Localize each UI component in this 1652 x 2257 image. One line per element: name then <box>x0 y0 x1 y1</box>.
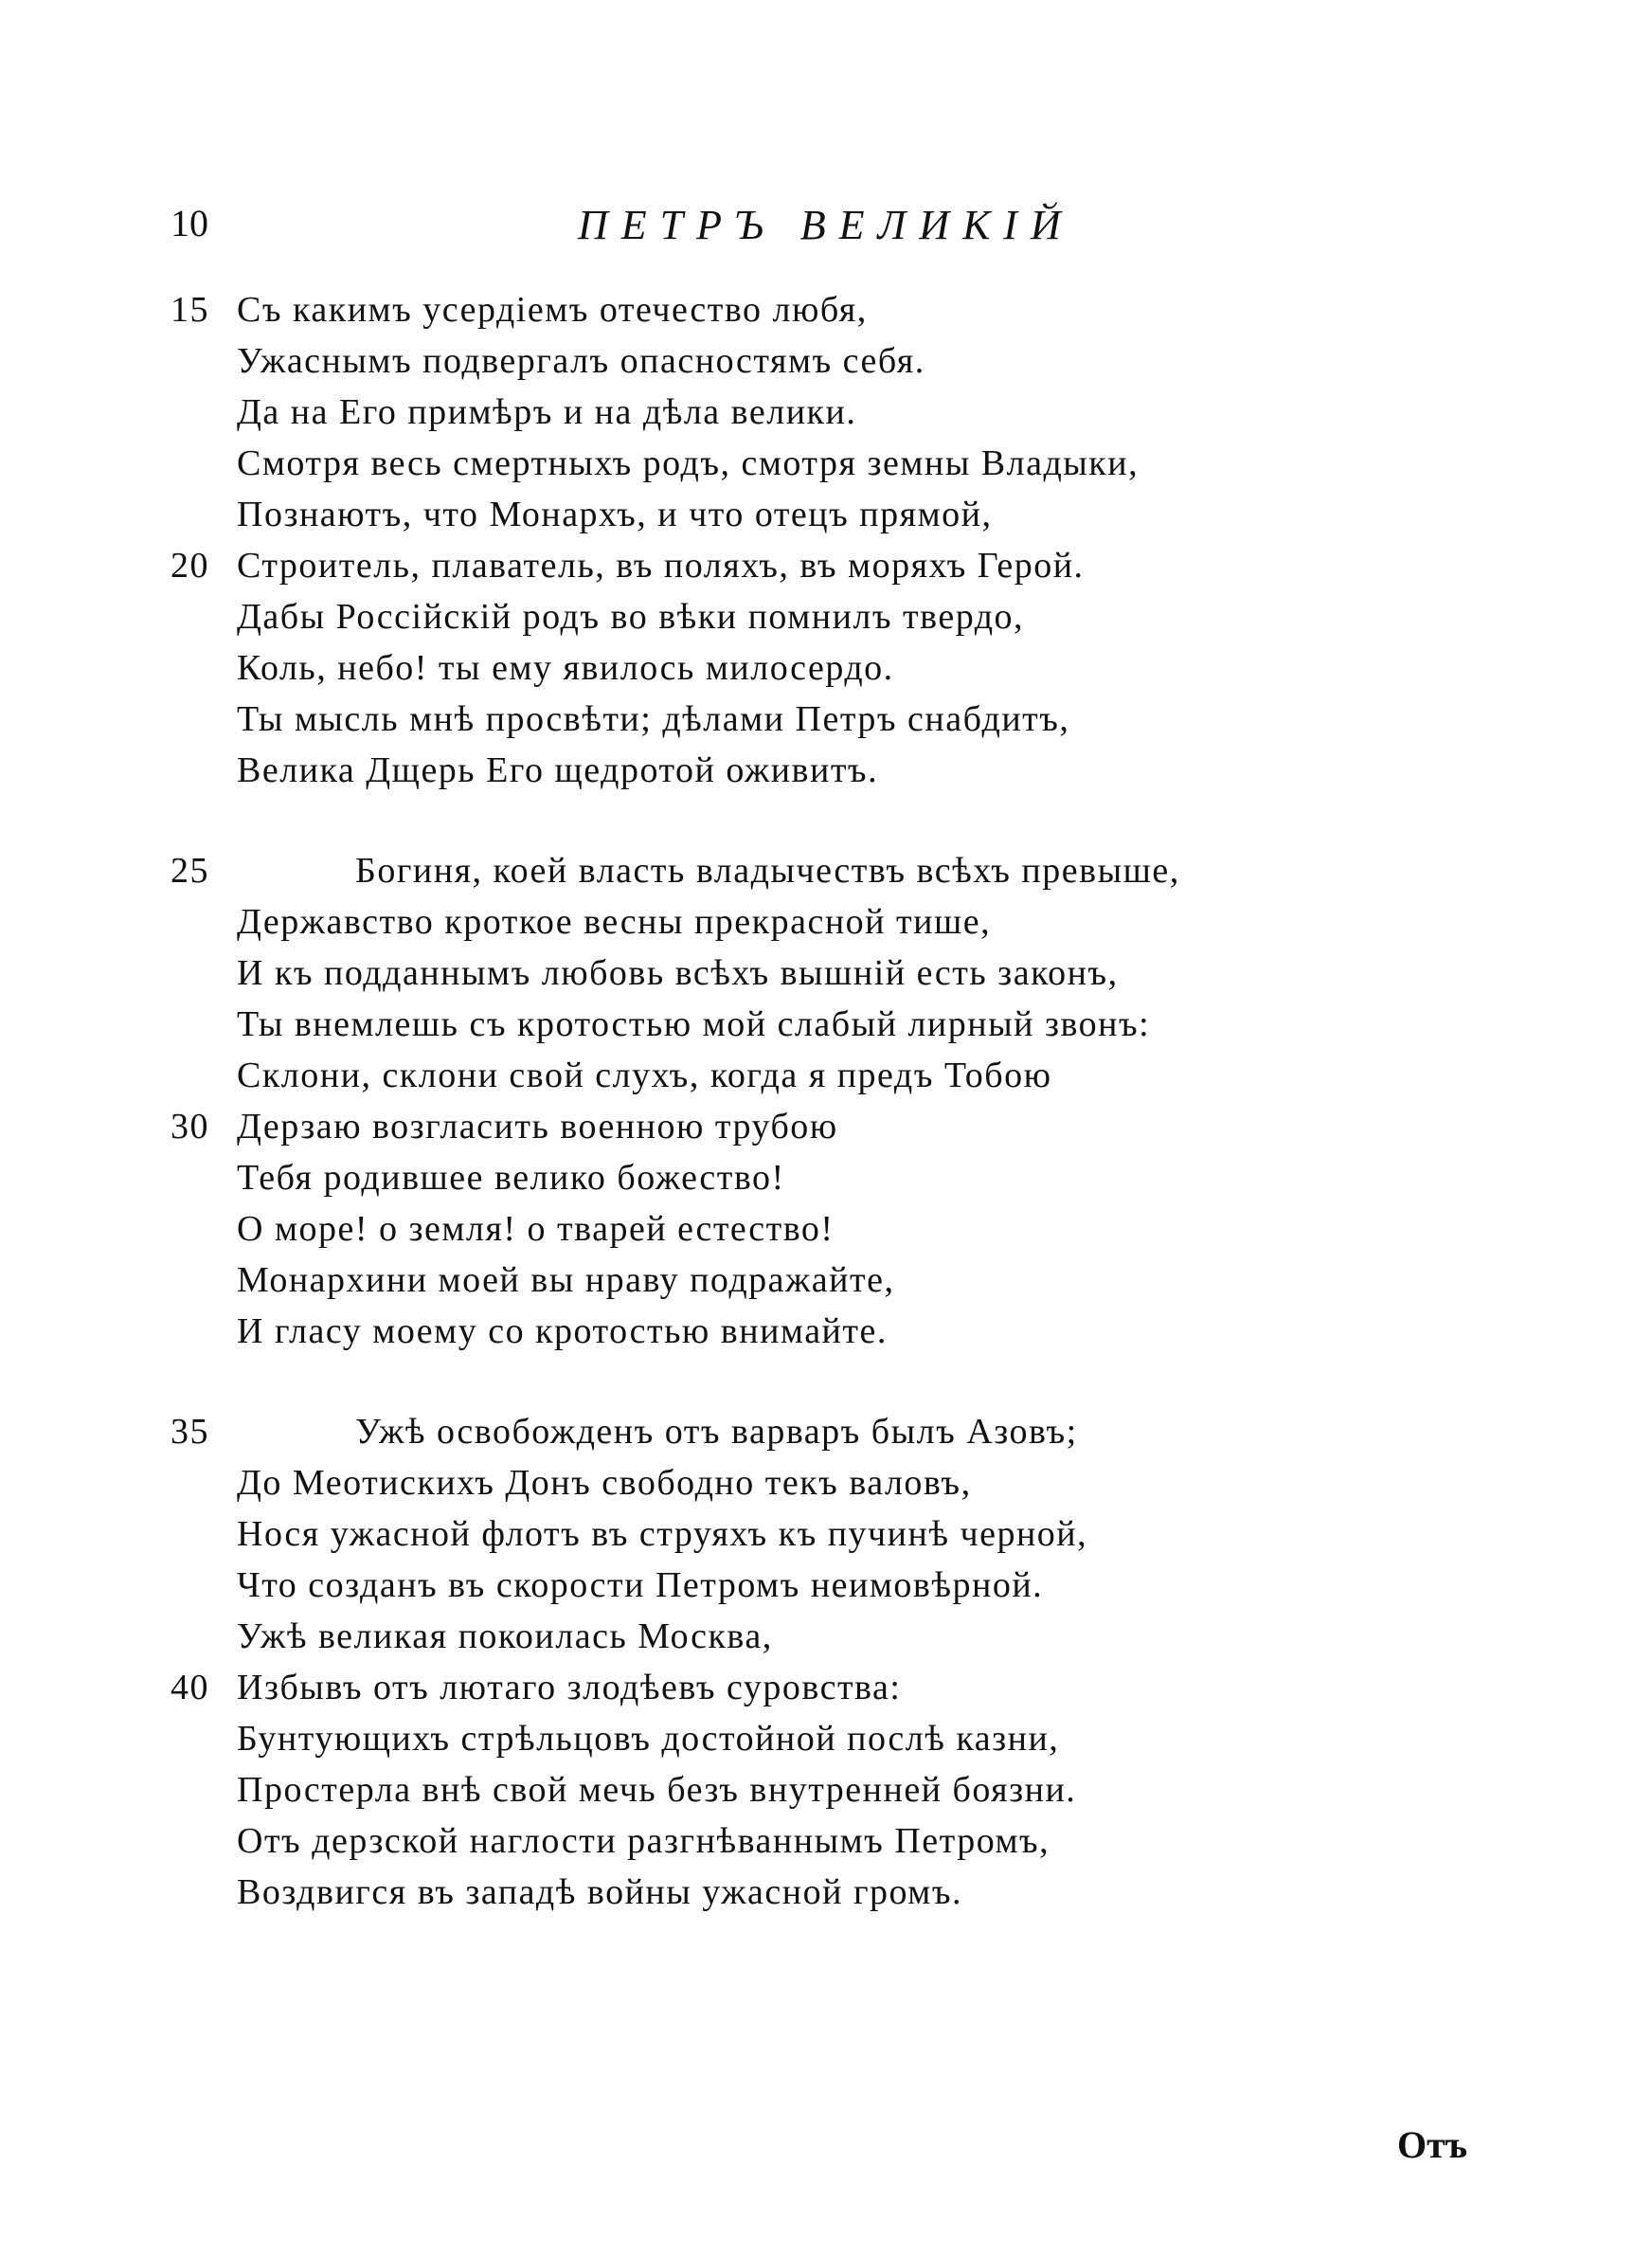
line-number: 35 <box>171 1412 209 1452</box>
line-text: Дабы Россійскій родъ во вѣки помнилъ твердо, <box>237 597 1025 637</box>
line-number: 15 <box>171 290 209 330</box>
verse-line <box>171 1560 1459 1611</box>
page-number: 10 <box>171 202 208 244</box>
verse-line <box>171 1662 1459 1713</box>
line-text: Простерла внѣ свой мечь безъ внутренней боязни. <box>237 1770 1077 1810</box>
line-text: Избывъ отъ лютаго злодѣевъ суровства: <box>237 1668 902 1707</box>
verse-line <box>171 1611 1459 1662</box>
line-text: Нося ужасной флотъ въ струяхъ къ пучинѣ черной, <box>237 1514 1088 1554</box>
line-text: Что созданъ въ скорости Петромъ неимовѣрной. <box>237 1565 1044 1605</box>
verse-line <box>171 948 1459 999</box>
line-text: И гласу моему со кротостью внимайте. <box>237 1311 888 1351</box>
verse-line <box>171 1815 1459 1867</box>
verse-line <box>171 284 1459 335</box>
verse-line <box>171 1101 1459 1152</box>
line-text: Ужѣ великая покоилась Москва, <box>237 1616 773 1656</box>
line-text: Бунтующихъ стрѣльцовъ достойной послѣ казни, <box>237 1719 1060 1759</box>
line-text: Строитель, плаватель, въ поляхъ, въ моряхъ Герой. <box>237 546 1085 586</box>
poem-body <box>171 284 1459 1918</box>
verse-line <box>171 1152 1459 1203</box>
line-text: Да на Его примѣръ и на дѣла велики. <box>237 392 857 432</box>
line-text: Ужаснымъ подвергалъ опасностямъ себя. <box>237 341 925 381</box>
catchword: Отъ <box>1397 2123 1468 2166</box>
stanza <box>171 1406 1459 1918</box>
line-text: Дерзаю возгласить военною трубою <box>237 1107 838 1147</box>
verse-line <box>171 540 1459 591</box>
verse-line <box>171 1764 1459 1815</box>
line-number: 30 <box>171 1107 209 1147</box>
verse-line <box>171 591 1459 642</box>
line-text: До Меотискихъ Донъ свободно текъ валовъ, <box>237 1463 972 1503</box>
verse-line <box>171 1406 1459 1457</box>
verse-line <box>171 1203 1459 1255</box>
line-text: Склони, склони свой слухъ, когда я предъ Тобою <box>237 1056 1052 1095</box>
line-text: Смотря весь смертныхъ родъ, смотря земны Владыки, <box>237 443 1140 483</box>
verse-line <box>171 489 1459 540</box>
line-text: О море! о земля! о тварей естество! <box>237 1209 835 1249</box>
line-text: Богиня, коей власть владычествъ всѣхъ превыше, <box>355 851 1180 891</box>
stanza <box>171 845 1459 1357</box>
line-text: Коль, небо! ты ему явилось милосердо. <box>237 648 894 688</box>
line-number: 25 <box>171 851 209 891</box>
running-title: ПЕТРЪ ВЕЛИКІЙ <box>578 202 1074 248</box>
line-text: Воздвигся въ западѣ войны ужасной громъ. <box>237 1872 963 1912</box>
line-text: Ужѣ освобожденъ отъ варваръ былъ Азовъ; <box>355 1412 1078 1452</box>
verse-line <box>171 335 1459 387</box>
stanza <box>171 284 1459 796</box>
line-number: 20 <box>171 546 209 586</box>
verse-line <box>171 745 1459 796</box>
line-text: Съ какимъ усердіемъ отечество любя, <box>237 290 868 330</box>
verse-line <box>171 1713 1459 1764</box>
line-text: И къ подданнымъ любовь всѣхъ вышній есть законъ, <box>237 953 1119 993</box>
line-text: Ты мысль мнѣ просвѣти; дѣлами Петръ снабдитъ, <box>237 699 1070 739</box>
verse-line <box>171 694 1459 745</box>
verse-line <box>171 387 1459 438</box>
verse-line <box>171 1457 1459 1508</box>
line-text: Отъ дерзской наглости разгнѣваннымъ Петромъ, <box>237 1821 1050 1861</box>
verse-line <box>171 1255 1459 1306</box>
verse-line <box>171 1867 1459 1918</box>
verse-line <box>171 438 1459 489</box>
verse-line <box>171 1306 1459 1357</box>
line-text: Державство кроткое весны прекрасной тише, <box>237 902 992 942</box>
line-number: 40 <box>171 1668 209 1707</box>
verse-line <box>171 1508 1459 1560</box>
verse-line <box>171 896 1459 948</box>
line-text: Велика Дщерь Его щедротой оживитъ. <box>237 750 879 790</box>
line-text: Тебя родившее велико божество! <box>237 1158 785 1198</box>
page-header <box>171 201 1459 267</box>
verse-line <box>171 1050 1459 1101</box>
line-text: Монархини моей вы нраву подражайте, <box>237 1260 895 1300</box>
verse-line <box>171 999 1459 1050</box>
verse-line <box>171 845 1459 896</box>
line-text: Познаютъ, что Монархъ, и что отецъ прямой, <box>237 495 993 534</box>
line-text: Ты внемлешь съ кротостью мой слабый лирный звонъ: <box>237 1004 1151 1044</box>
verse-line <box>171 642 1459 694</box>
